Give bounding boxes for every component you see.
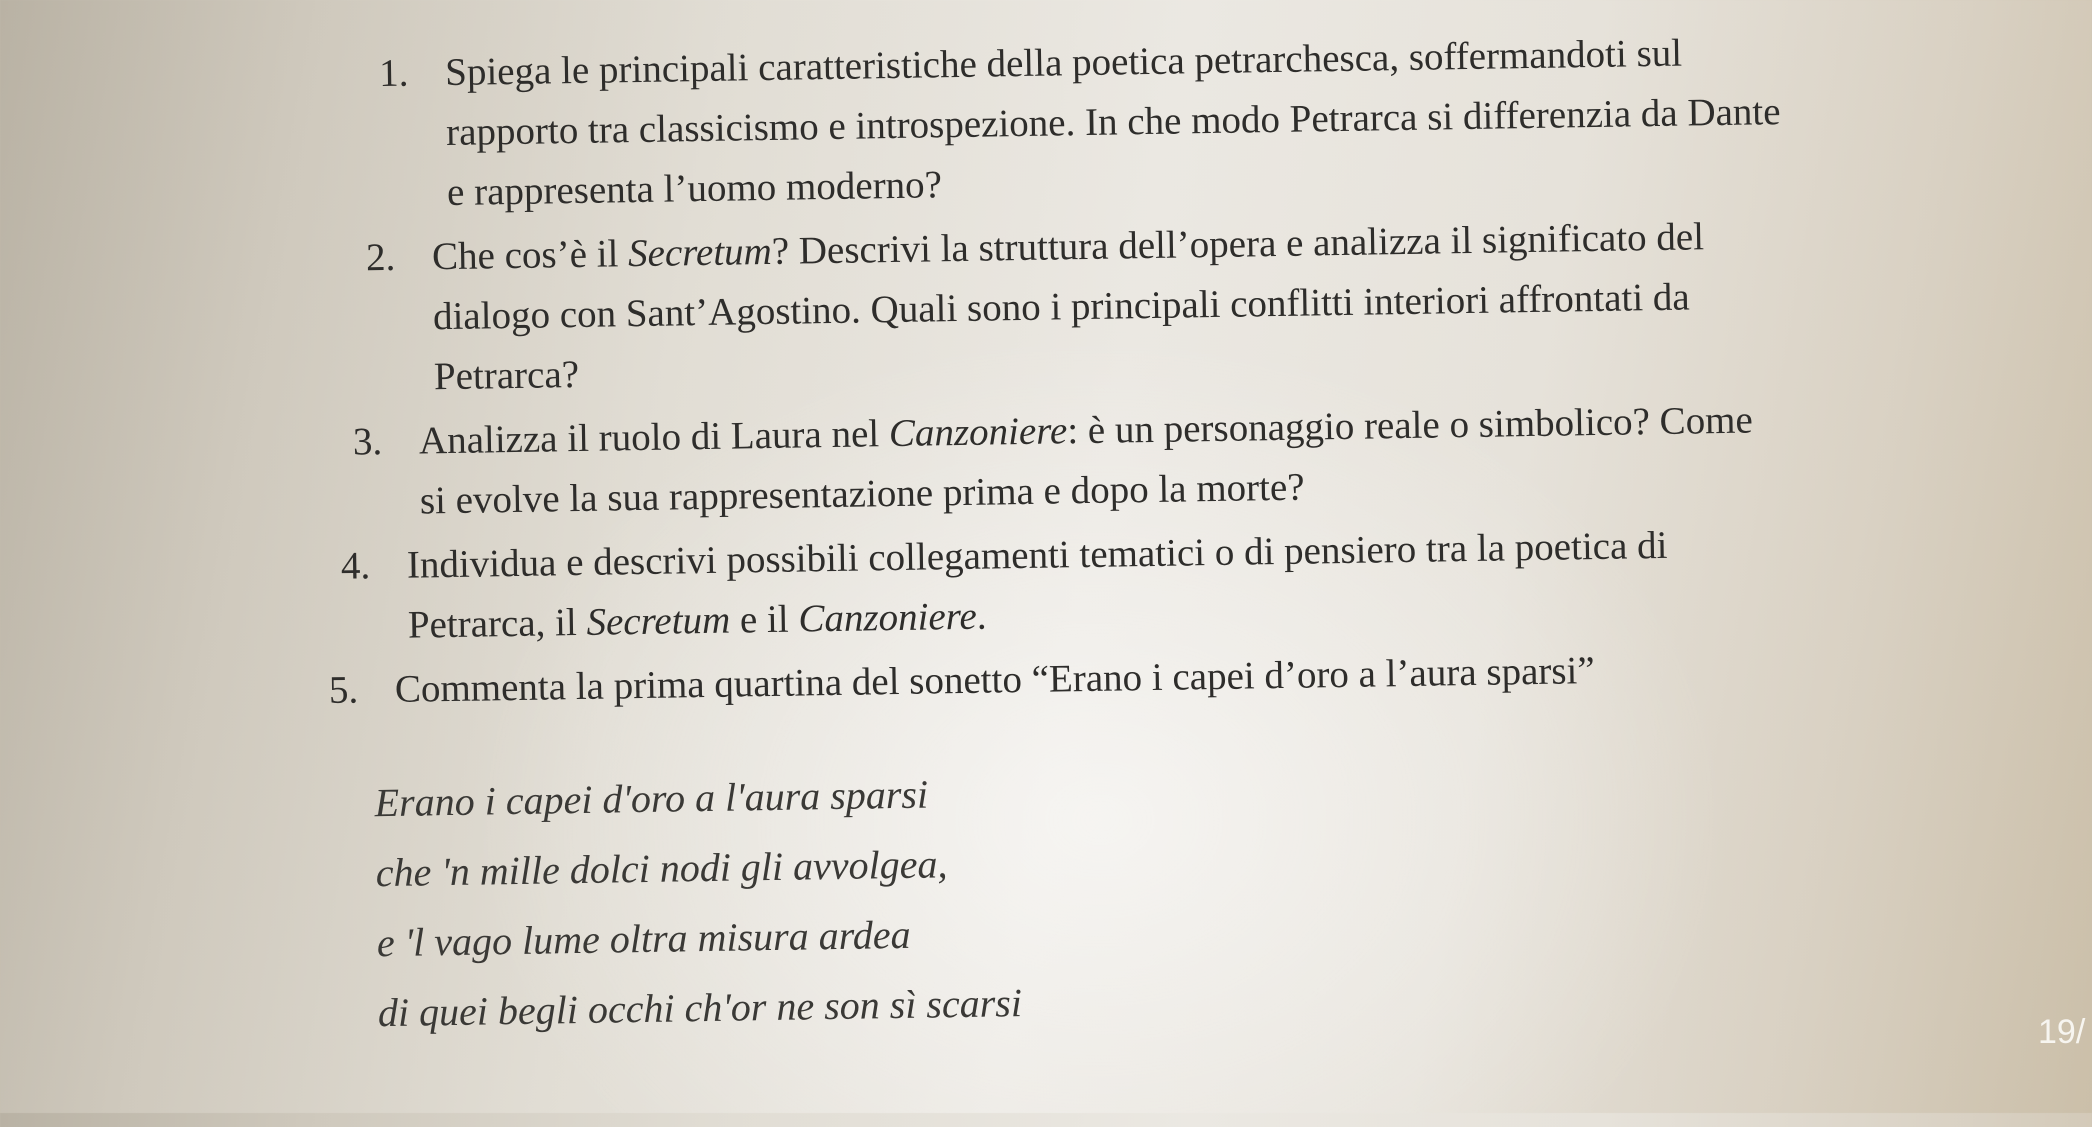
question-number: 4. bbox=[340, 544, 371, 588]
question-line: Petrarca? bbox=[433, 352, 580, 399]
question-line: dialogo con Sant’Agostino. Quali sono i principali conflitti interiori affrontati da bbox=[432, 275, 1690, 339]
poem-line: di quei begli occhi ch'or ne son sì scarsi bbox=[377, 980, 1023, 1036]
question-number: 3. bbox=[352, 420, 383, 464]
question-line: Spiega le principali caratteristiche della poetica petrarchesca, soffermandoti sul bbox=[444, 31, 1683, 95]
page-number: 19/ bbox=[2038, 1013, 2086, 1051]
question-line: e rappresenta l’uomo moderno? bbox=[446, 163, 943, 214]
question-line: Individua e descrivi possibili collegamenti tematici o di pensiero tra la poetica di bbox=[406, 523, 1668, 587]
question-item bbox=[309, 386, 2063, 534]
question-line: rapporto tra classicismo e introspezione. In che modo Petrarca si differenzia da Dante bbox=[445, 90, 1781, 155]
question-item bbox=[322, 202, 2061, 409]
question-list bbox=[295, 18, 2065, 726]
question-number: 5. bbox=[328, 668, 359, 712]
question-line: si evolve la sua rappresentazione prima e dopo la morte? bbox=[419, 465, 1305, 523]
sonnet-quatrain bbox=[374, 751, 1478, 1048]
poem-line: e 'l vago lume oltra misura ardea bbox=[376, 911, 911, 966]
question-item bbox=[335, 18, 2058, 225]
question-line: Commenta la prima quartina del sonetto “Erano i capei d’oro a l’aura sparsi” bbox=[394, 649, 1595, 711]
question-line: Analizza il ruolo di Laura nel Canzoniere: è un personaggio reale o simbolico? Come bbox=[418, 398, 1754, 463]
question-number: 2. bbox=[365, 235, 396, 280]
question-line: Che cos’è il Secretum? Descrivi la struttura dell’opera e analizza il significato del bbox=[431, 215, 1705, 279]
poem-line: che 'n mille dolci nodi gli avvolgea, bbox=[375, 841, 948, 896]
question-item bbox=[296, 510, 2064, 658]
question-number: 1. bbox=[378, 51, 409, 96]
question-line: Petrarca, il Secretum e il Canzoniere. bbox=[407, 594, 987, 647]
poem-line: Erano i capei d'oro a l'aura sparsi bbox=[374, 771, 929, 826]
